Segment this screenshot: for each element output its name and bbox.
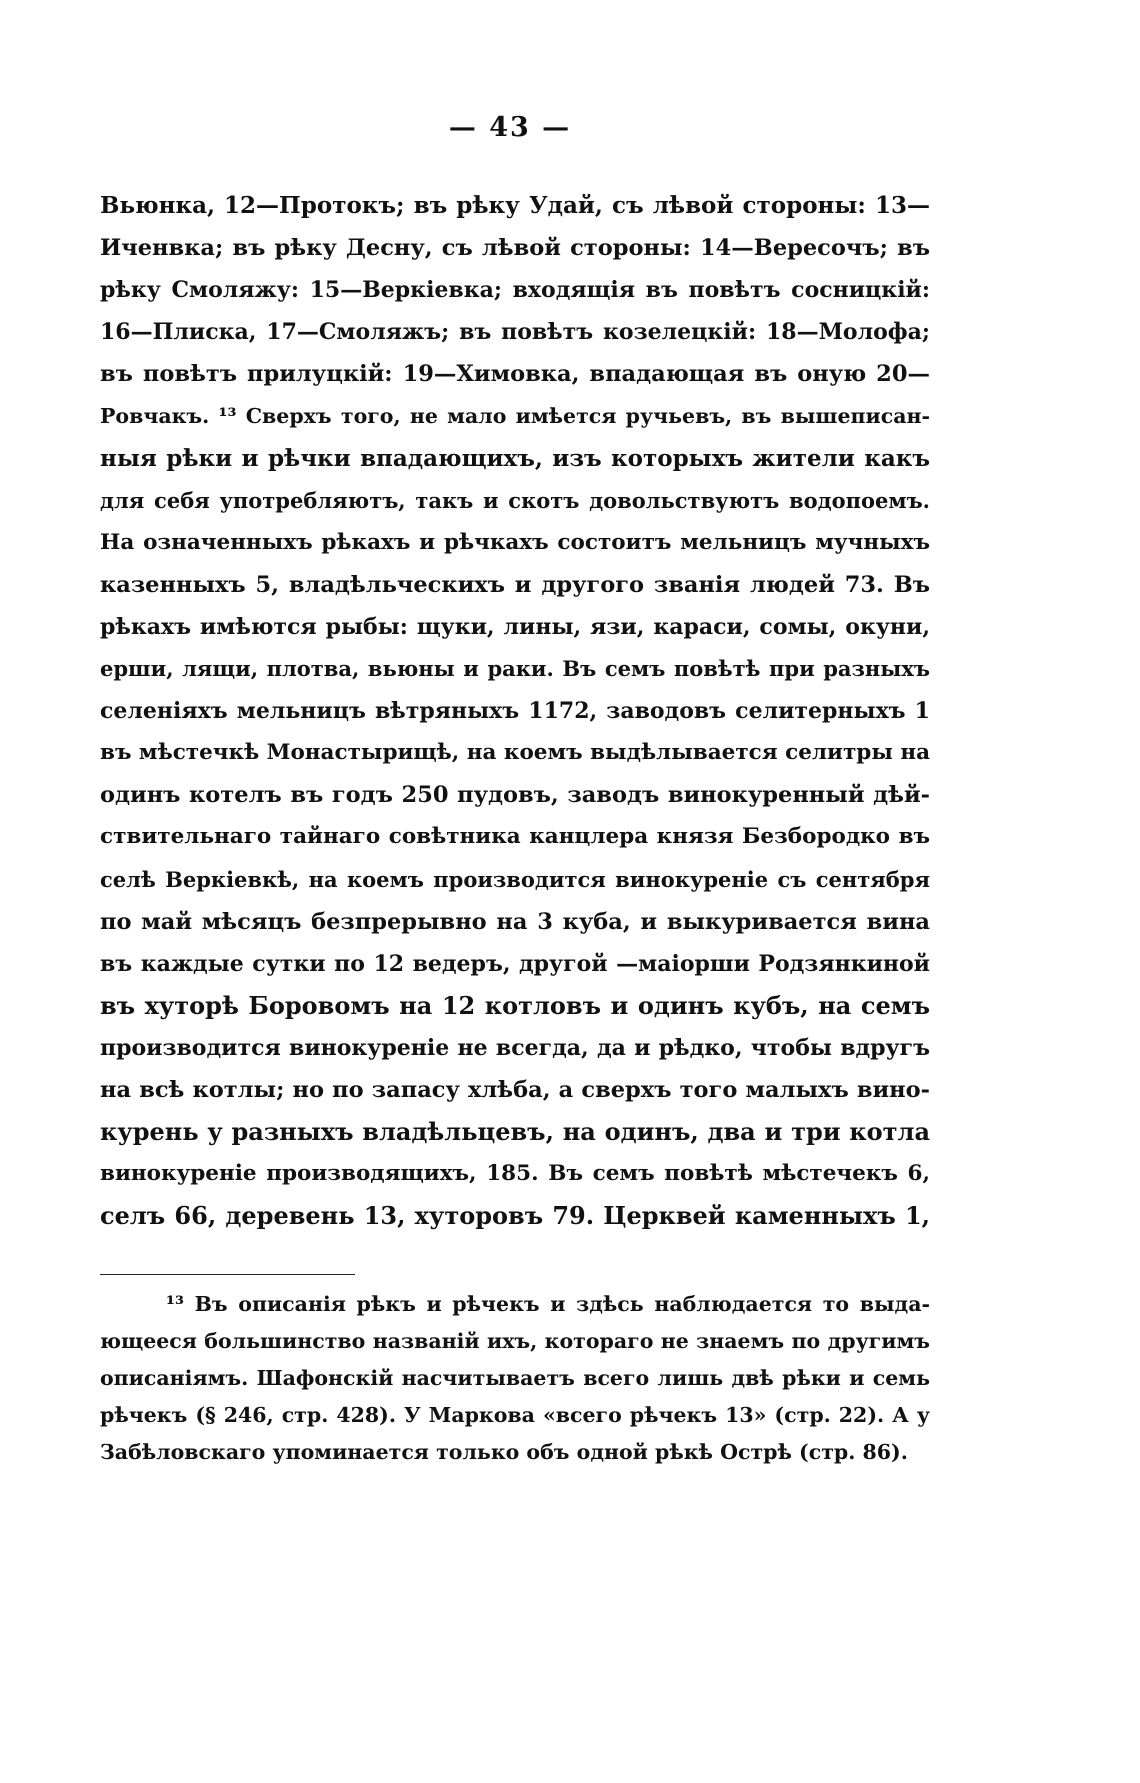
text-line: Ровчакъ. ¹³ Сверхъ того, не мало имѣется ручьевъ, въ вышеписан- (100, 404, 930, 429)
footnote-line: ющееся большинство названій ихъ, котораго не знаемъ по другимъ (100, 1329, 930, 1353)
text-line: одинъ котелъ въ годъ 250 пудовъ, заводъ винокуренный дѣй- (100, 782, 930, 809)
text-line: селъ 66, деревень 13, хуторовъ 79. Церквей каменныхъ 1, (100, 1201, 930, 1231)
text-line: ныя рѣки и рѣчки впадающихъ, изъ которыхъ жители какъ (100, 444, 930, 472)
text-line: На означенныхъ рѣкахъ и рѣчкахъ состоитъ мельницъ мучныхъ (100, 529, 930, 555)
text-line: курень у разныхъ владѣльцевъ, на одинъ, два и три котла (100, 1117, 930, 1147)
text-line: винокуреніе производящихъ, 185. Въ семъ повѣтѣ мѣстечекъ 6, (100, 1161, 930, 1187)
text-line: производится винокуреніе не всегда, да и рѣдко, чтобы вдругъ (100, 1034, 930, 1061)
text-line: Иченвка; въ рѣку Десну, съ лѣвой стороны: 14—Вересочъ; въ (100, 235, 930, 262)
main-text-block (100, 185, 930, 1237)
text-line: въ мѣстечкѣ Монастырищѣ, на коемъ выдѣлывается селитры на (100, 740, 931, 766)
footnote-block (100, 1286, 930, 1471)
text-line: селѣ Веркіевкѣ, на коемъ производится винокуреніе съ сентября (100, 866, 930, 892)
footnote-line: рѣчекъ (§ 246, стр. 428). У Маркова «всего рѣчекъ 13» (стр. 22). А у (100, 1403, 930, 1427)
footnote-line: ¹³ Въ описанія рѣкъ и рѣчекъ и здѣсь наблюдается то выда- (166, 1292, 930, 1316)
text-line: въ каждые сутки по 12 ведеръ, другой —маіорши Родзянкиной (100, 950, 930, 977)
text-line: рѣку Смоляжу: 15—Веркіевка; входящія въ повѣтъ сосницкій: (100, 277, 930, 304)
text-line: для себя употребляютъ, такъ и скотъ довольствуютъ водопоемъ. (100, 487, 930, 513)
text-line: въ повѣтъ прилуцкій: 19—Химовка, впадающая въ оную 20— (100, 361, 930, 388)
text-line: въ хуторѣ Боровомъ на 12 котловъ и одинъ кубъ, на семъ (100, 990, 930, 1020)
footnote-divider (100, 1274, 355, 1275)
text-line: на всѣ котлы; но по запасу хлѣба, а сверхъ того малыхъ вино- (100, 1076, 930, 1103)
text-line: ерши, лящи, плотва, вьюны и раки. Въ семъ повѣтѣ при разныхъ (100, 656, 930, 682)
footnote-line: Забѣловскаго упоминается только объ одной рѣкѣ Острѣ (стр. 86). (100, 1440, 908, 1464)
text-line: ствительнаго тайнаго совѣтника канцлера князя Безбородко въ (100, 824, 930, 850)
text-line: Вьюнка, 12—Протокъ; въ рѣку Удай, съ лѣвой стороны: 13— (100, 192, 930, 219)
text-line: по май мѣсяцъ безпрерывно на 3 куба, и выкуривается вина (100, 908, 930, 935)
text-line: казенныхъ 5, владѣльческихъ и другого званія людей 73. Въ (100, 571, 930, 598)
footnote-line: описаніямъ. Шафонскій насчитываетъ всего лишь двѣ рѣки и семь (100, 1366, 930, 1390)
text-line: 16—Плиска, 17—Смоляжъ; въ повѣтъ козелецкій: 18—Молофа; (100, 319, 930, 346)
text-line: селеніяхъ мельницъ вѣтряныхъ 1172, заводовъ селитерныхъ 1 (100, 698, 930, 725)
page-number: — 43 — (448, 112, 572, 143)
text-line: рѣкахъ имѣются рыбы: щуки, лины, язи, караси, сомы, окуни, (100, 613, 930, 640)
